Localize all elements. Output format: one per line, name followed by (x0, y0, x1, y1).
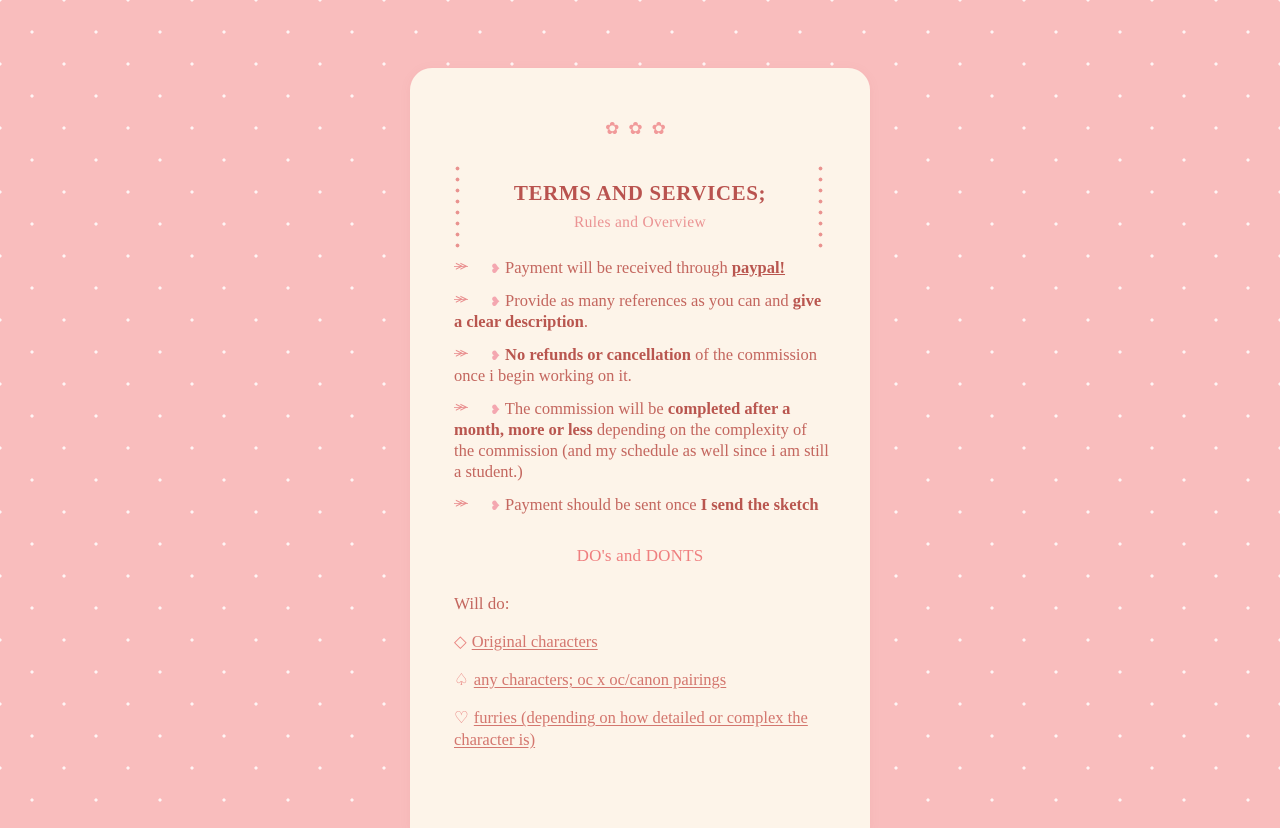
rule-item (454, 291, 830, 333)
dotted-divider-left (455, 163, 460, 249)
arrow-icon: ≫ (455, 291, 467, 306)
list-item-label[interactable]: any characters; oc x oc/canon pairings (473, 669, 727, 689)
rule-text-tail: depending on the complexity of the commission (and my schedule as well since i am still a student.) (454, 419, 829, 481)
rule-text-tail: . (583, 311, 588, 331)
rule-item (454, 495, 830, 516)
list-item-label[interactable]: Original characters (471, 631, 598, 651)
page-title: TERMS AND SERVICES; (513, 181, 767, 205)
heart-bullet-icon: ❥ (490, 293, 501, 309)
header-band (410, 159, 870, 232)
heart-bullet-icon: ❥ (490, 261, 501, 276)
rules-list (410, 258, 870, 516)
spade-icon: ♤ (454, 669, 469, 689)
flower-decoration (410, 120, 870, 137)
rule-item (454, 399, 830, 483)
arrow-icon: ≫ (455, 495, 467, 510)
flower-icon: ✿ (651, 119, 675, 138)
rule-text: Payment should be sent once (505, 494, 701, 514)
list-item (454, 707, 826, 750)
heart-bullet-icon: ❥ (490, 497, 501, 513)
will-do-label: Will do: (454, 593, 510, 613)
diamond-icon: ◇ (454, 631, 467, 651)
rule-item (454, 258, 830, 279)
will-do-list (410, 631, 870, 751)
list-item-label[interactable]: furries (depending on how detailed or complex the character is) (454, 708, 808, 749)
dotted-divider-right (818, 163, 823, 249)
rule-emphasis: give a clear description (454, 290, 822, 331)
rule-emphasis: I send the sketch (700, 494, 819, 514)
rule-item (454, 345, 830, 387)
heart-icon: ♡ (454, 708, 469, 728)
flower-icon: ✿ (628, 119, 652, 138)
rule-text: The commission will be (504, 398, 668, 418)
paypal-link[interactable]: paypal! (731, 258, 786, 277)
flower-icon: ✿ (605, 119, 629, 138)
dos-and-donts-heading: DO's and DONTS (576, 545, 704, 565)
list-item (454, 631, 826, 652)
rule-emphasis: completed after a month, more or less (454, 398, 791, 439)
arrow-icon: ≫ (455, 399, 467, 414)
rule-text-tail: of the commission once i begin working on it. (454, 344, 817, 385)
rule-emphasis: No refunds or cancellation (505, 344, 691, 364)
list-item (454, 669, 826, 690)
arrow-icon: ≫ (455, 259, 467, 273)
terms-card (410, 68, 870, 828)
heart-bullet-icon: ❥ (490, 347, 501, 363)
rule-text: Provide as many references as you can and (505, 290, 793, 310)
arrow-icon: ≫ (455, 345, 467, 360)
page-subtitle: Rules and Overview (574, 214, 706, 231)
heart-bullet-icon: ❥ (490, 401, 501, 417)
rule-text: Payment will be received through (505, 258, 732, 277)
